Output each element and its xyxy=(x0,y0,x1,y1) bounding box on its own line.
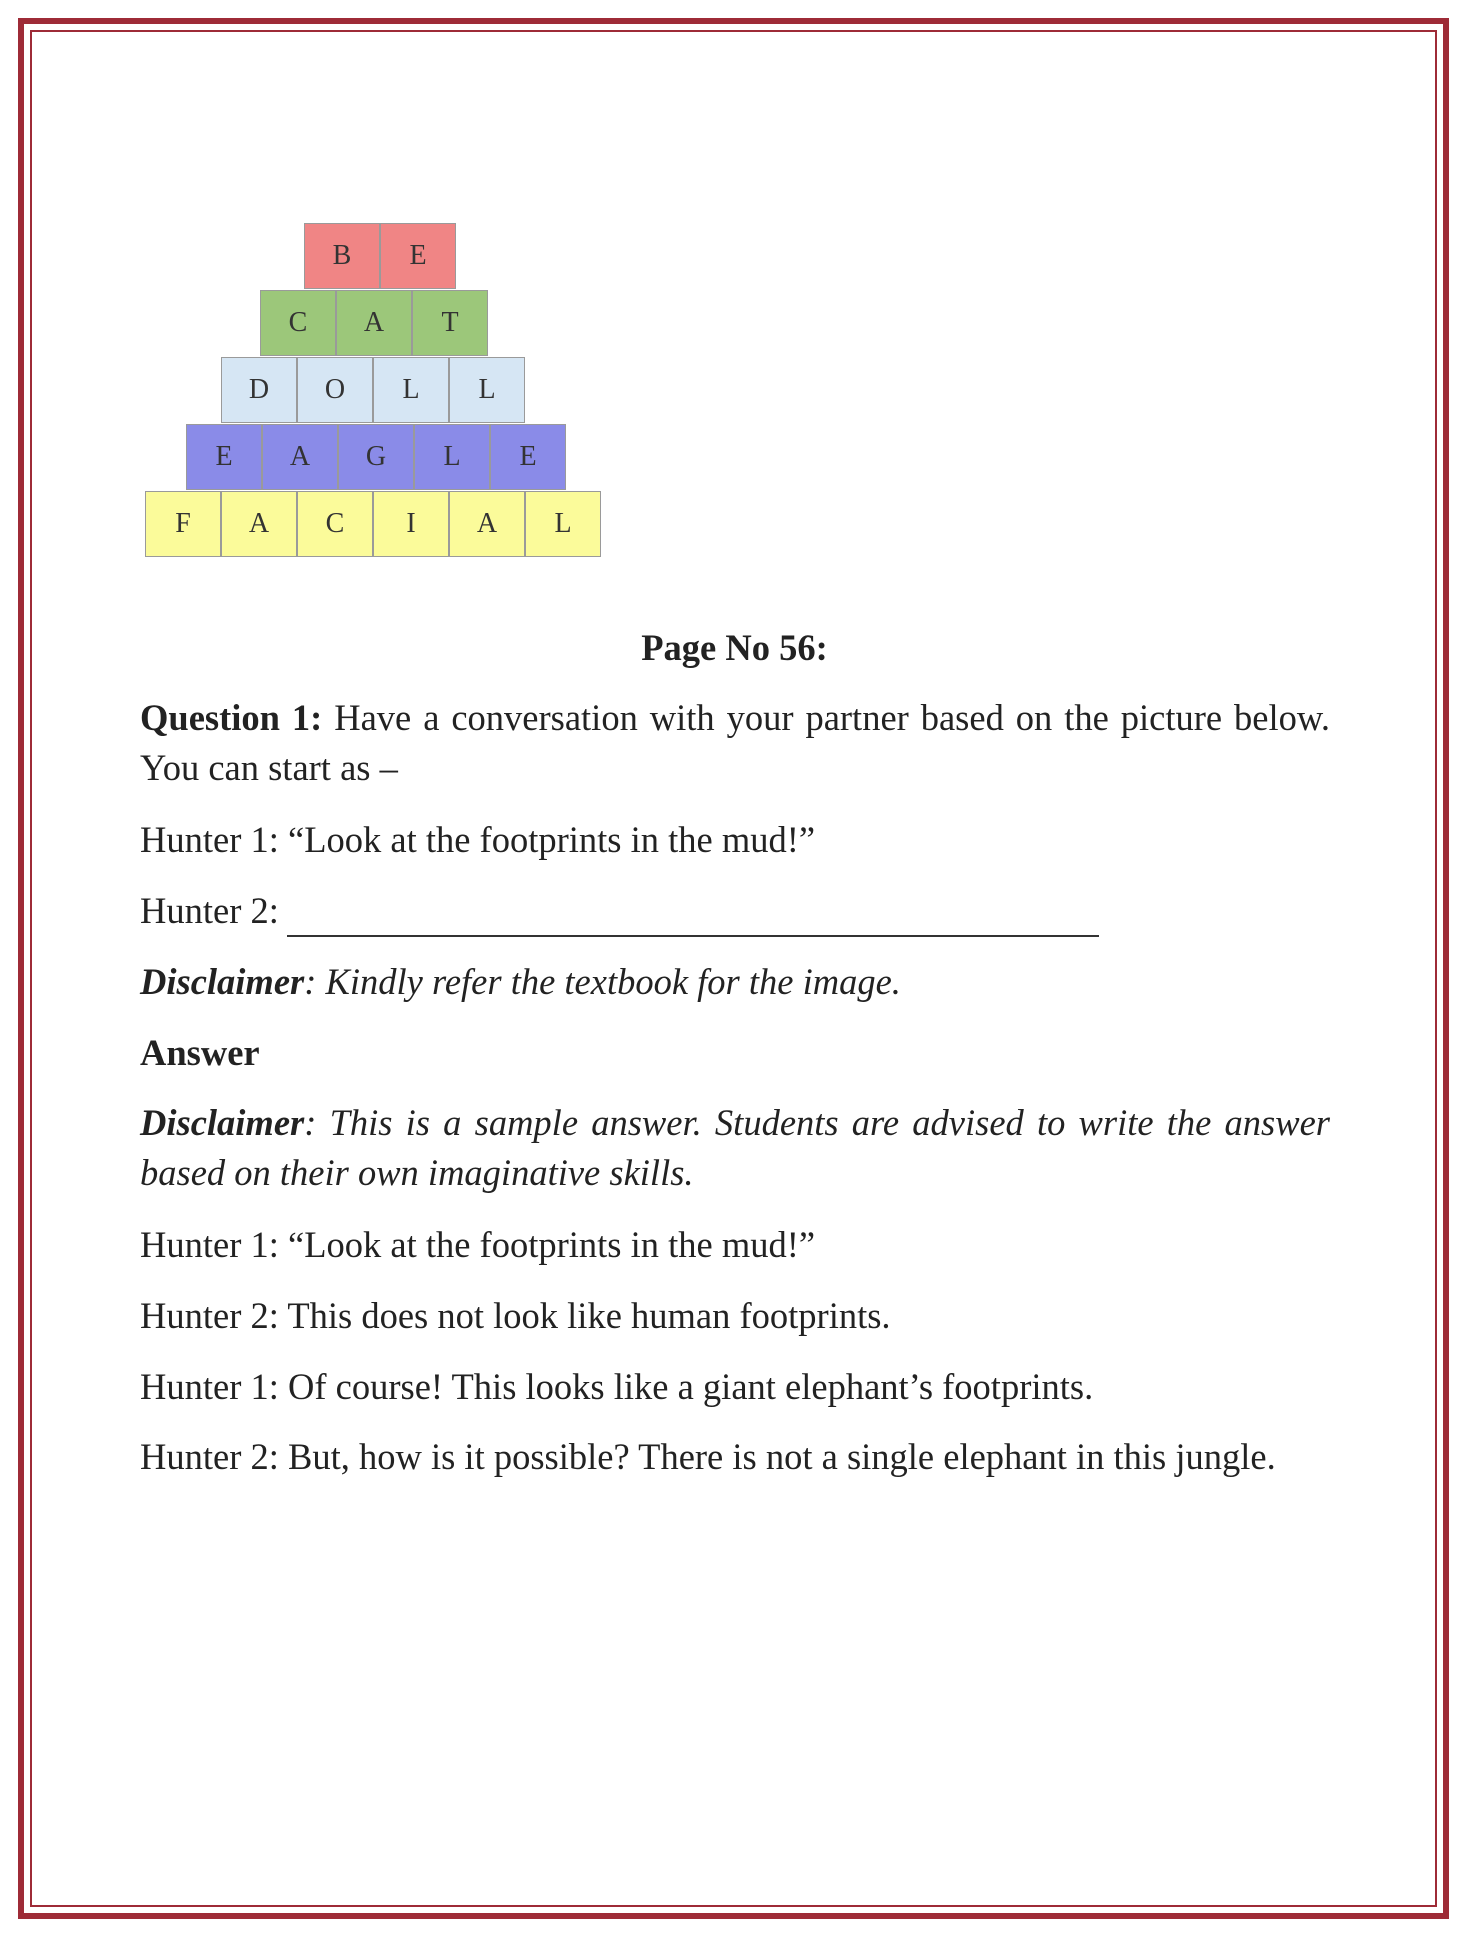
letter-cell: L xyxy=(525,491,601,557)
answer-heading: Answer xyxy=(140,1032,260,1073)
letter-cell: L xyxy=(414,424,490,490)
letter-cell: A xyxy=(221,491,297,557)
pyramid-row-be xyxy=(304,223,456,289)
letter-cell: A xyxy=(336,290,412,356)
letter-cell: O xyxy=(297,357,373,423)
letter-cell: L xyxy=(449,357,525,423)
disclaimer-image xyxy=(140,957,1330,1007)
question-text: Have a conversation with your partner based on the picture below. You can start as – xyxy=(140,697,1330,788)
answer-line: Hunter 1: Of course! This looks like a giant elephant’s footprints. xyxy=(140,1366,1094,1407)
pyramid-row-cat xyxy=(260,290,488,356)
letter-cell: E xyxy=(380,223,456,289)
letter-cell: I xyxy=(373,491,449,557)
letter-cell: A xyxy=(262,424,338,490)
word-pyramid xyxy=(145,223,611,563)
letter-cell: F xyxy=(145,491,221,557)
disclaimer-label: Disclaimer xyxy=(140,1102,305,1143)
question-label: Question 1: xyxy=(140,697,323,738)
letter-cell: G xyxy=(338,424,414,490)
letter-cell: B xyxy=(304,223,380,289)
prompt-hunter1: Hunter 1: “Look at the footprints in the mud!” xyxy=(140,819,816,860)
prompt-hunter2-label: Hunter 2: xyxy=(140,890,279,931)
letter-cell: A xyxy=(449,491,525,557)
letter-cell: D xyxy=(221,357,297,423)
pyramid-row-facial xyxy=(145,491,601,557)
answer-line: Hunter 2: But, how is it possible? There is not a single elephant in this jungle. xyxy=(140,1436,1276,1477)
answer-blank-line xyxy=(287,935,1099,937)
question-paragraph xyxy=(140,693,1330,793)
letter-cell: C xyxy=(297,491,373,557)
disclaimer-text: : This is a sample answer. Students are advised to write the answer based on their own imaginative skills. xyxy=(140,1102,1330,1193)
disclaimer-sample xyxy=(140,1098,1330,1198)
letter-cell: T xyxy=(412,290,488,356)
prompt-hunter2 xyxy=(140,886,1330,937)
letter-cell: L xyxy=(373,357,449,423)
pyramid-row-eagle xyxy=(186,424,566,490)
letter-cell: E xyxy=(186,424,262,490)
pyramid-row-doll xyxy=(221,357,525,423)
letter-cell: C xyxy=(260,290,336,356)
disclaimer-text: : Kindly refer the textbook for the image. xyxy=(304,961,901,1002)
answer-line: Hunter 2: This does not look like human footprints. xyxy=(140,1295,891,1336)
disclaimer-label: Disclaimer xyxy=(140,961,305,1002)
answer-line: Hunter 1: “Look at the footprints in the mud!” xyxy=(140,1224,816,1265)
page-number-heading: Page No 56: xyxy=(641,627,828,668)
letter-cell: E xyxy=(490,424,566,490)
